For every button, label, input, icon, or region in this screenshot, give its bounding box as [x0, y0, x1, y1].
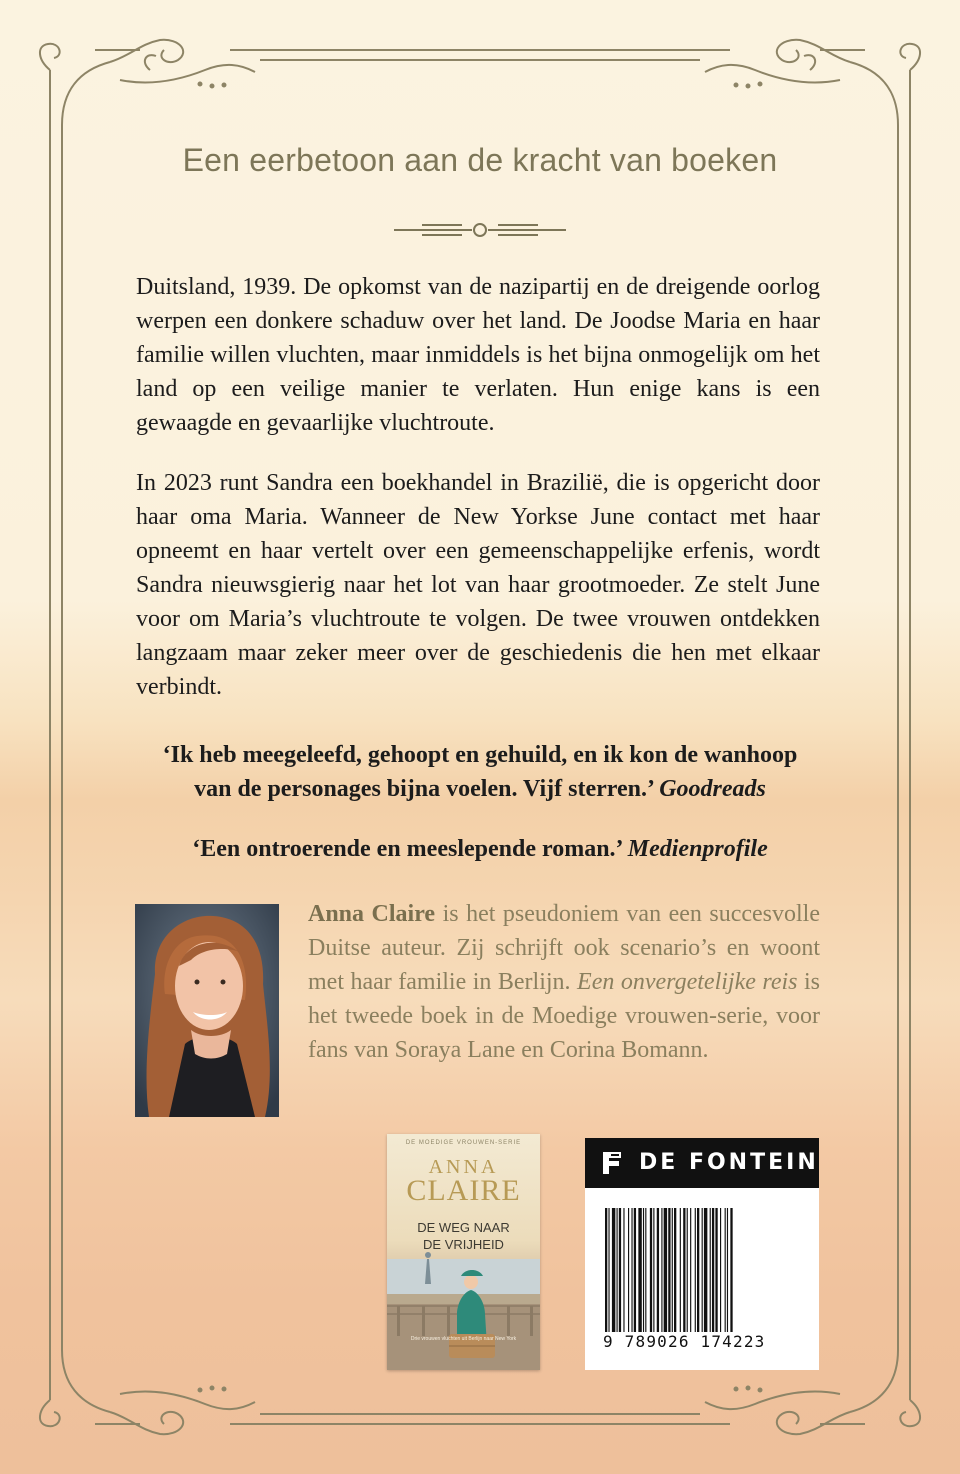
quote-text-line-1: ‘Ik heb meegeleefd, gehoopt en gehuild, en ik kon de wanhoop [162, 742, 798, 768]
author-bio-part-2: is het tweede boek in de Moedige vrouwen-serie, voor fans van Soraya Lane en Corina Bomann. [308, 969, 821, 1063]
cover-series-label: DE MOEDIGE VROUWEN-SERIE [405, 1140, 522, 1146]
author-photo [135, 904, 279, 1117]
quote-source: Goodreads [659, 776, 766, 802]
author-bio-part-1: is het pseudoniem van een succesvolle Duitse auteur. Zij schrijft ook scenario’s en woont met haar familie in Berlijn. [308, 901, 821, 995]
author-bio [308, 897, 820, 1067]
cover-author-first: ANNA [428, 1156, 499, 1178]
publisher-banner [585, 1138, 819, 1188]
publisher-name: DE FONTEIN [639, 1150, 819, 1175]
cover-author-last: CLAIRE [406, 1174, 521, 1207]
cover-title-line-1: DE WEG NAAR [417, 1220, 510, 1235]
page-heading: Een eerbetoon aan de kracht van boeken [182, 142, 778, 178]
ornament-divider [392, 218, 568, 242]
quote-text: ‘Een ontroerende en meeslepende roman.’ [192, 836, 622, 862]
quote-source: Medienprofile [627, 836, 768, 862]
blurb-paragraph-1: Duitsland, 1939. De opkomst van de nazipartij en de dreigende oorlog werpen een donkere schaduw over het land. De Joodse Maria en haar familie willen vluchten, maar inmiddels is het bijna onmogelijk om het land op een veilige manier te verlaten. Hun enige kans is een gewaagde en gevaarlijke vluchtroute. [136, 274, 820, 436]
book-title-reference: Een onvergetelijke reis [577, 969, 798, 995]
review-quote-1 [120, 738, 840, 806]
front-cover-thumbnail [387, 1134, 540, 1370]
isbn-number: 9 789026 174223 [601, 1332, 793, 1352]
publisher-logo-icon [599, 1150, 625, 1176]
quote-text-line-2: van de personages bijna voelen. Vijf sterren.’ [194, 776, 654, 802]
review-quote-2 [120, 832, 840, 866]
cover-title-line-2: DE VRIJHEID [423, 1237, 504, 1252]
author-name: Anna Claire [308, 901, 436, 927]
blurb-paragraph-2: In 2023 runt Sandra een boekhandel in Brazilië, die is opgericht door haar oma Maria. Wanneer de New Yorkse June contact met haar opneemt en haar vertelt over een gemeenschappelijke erfenis, wordt Sandra nieuwsgierig naar het lot van haar grootmoeder. Ze stelt June voor om Maria’s vluchtroute te volgen. De twee vrouwen ontdekken langzaam maar zeker meer over de geschiedenis die hen met elkaar verbindt. [136, 470, 820, 700]
cover-tagline: Drie vrouwen vluchten uit Berlijn naar New York [410, 1336, 517, 1342]
